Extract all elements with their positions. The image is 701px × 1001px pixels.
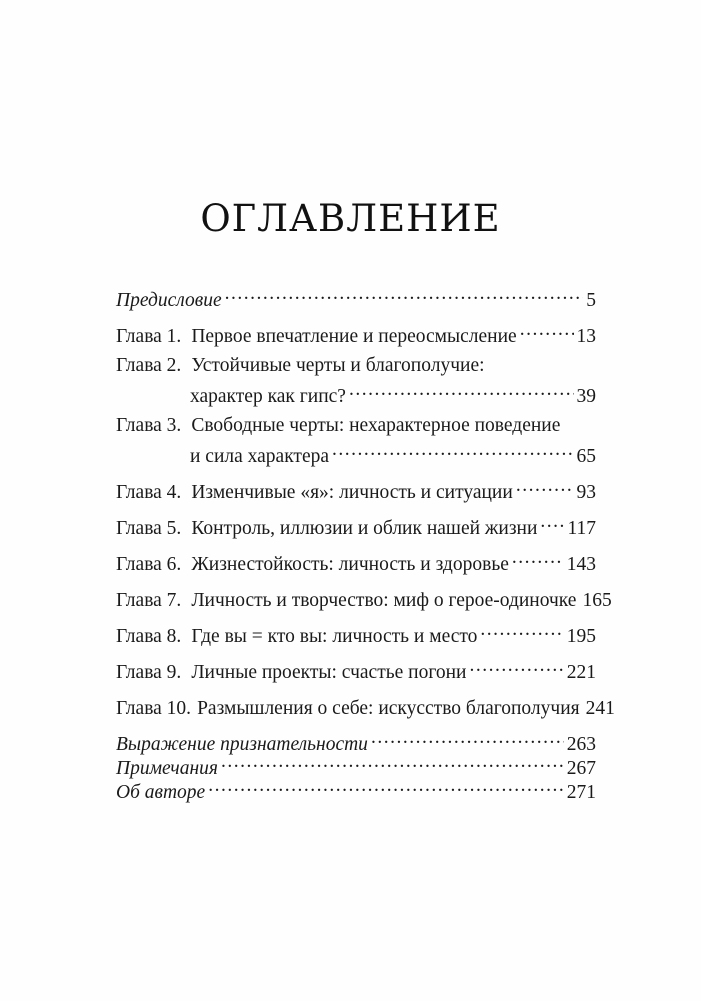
toc-entry-label: Предисловие bbox=[116, 290, 222, 311]
toc-page-number: 93 bbox=[576, 482, 596, 503]
chapter-number: Глава 3. bbox=[116, 415, 182, 436]
toc-entry-chapter-9[interactable] bbox=[116, 654, 596, 683]
toc-entry-chapter-4[interactable] bbox=[116, 474, 596, 503]
chapter-title-line-1: Свободные черты: нехарактерное поведение bbox=[191, 415, 561, 436]
chapter-number: Глава 2. bbox=[116, 355, 182, 376]
toc-entry-about-author[interactable] bbox=[116, 774, 596, 803]
chapter-number: Глава 10. bbox=[116, 698, 192, 719]
chapter-title: Размышления о себе: искусство благополучия bbox=[197, 698, 580, 719]
toc-page-number: 195 bbox=[566, 626, 596, 647]
toc-entry-preface[interactable] bbox=[116, 282, 596, 311]
dot-leader bbox=[225, 282, 584, 306]
page-title: ОГЛАВЛЕНИЕ bbox=[200, 196, 501, 240]
toc-page-number: 165 bbox=[582, 590, 612, 611]
chapter-title: Контроль, иллюзии и облик нашей жизни bbox=[191, 518, 538, 539]
toc-entry-chapter-5[interactable] bbox=[116, 510, 596, 539]
chapter-title: Личные проекты: счастье погони bbox=[191, 662, 467, 683]
toc-page-number: 13 bbox=[576, 326, 596, 347]
dot-leader bbox=[516, 474, 574, 498]
toc-page-number: 117 bbox=[567, 518, 596, 539]
dot-leader bbox=[520, 318, 574, 342]
table-of-contents bbox=[116, 282, 615, 803]
dot-leader bbox=[371, 726, 564, 750]
chapter-title: Изменчивые «я»: личность и ситуации bbox=[191, 482, 513, 503]
dot-leader bbox=[221, 750, 564, 774]
toc-entry-chapter-2[interactable] bbox=[116, 354, 596, 407]
chapter-number: Глава 4. bbox=[116, 482, 182, 503]
chapter-number: Глава 9. bbox=[116, 662, 182, 683]
dot-leader bbox=[540, 510, 564, 534]
dot-leader bbox=[512, 546, 564, 570]
toc-entry-chapter-3[interactable] bbox=[116, 414, 596, 467]
chapter-title: Первое впечатление и переосмысление bbox=[191, 326, 517, 347]
chapter-title-line-1: Устойчивые черты и благополучие: bbox=[191, 355, 485, 376]
toc-entry-label: Об авторе bbox=[116, 782, 206, 803]
toc-page-number: 5 bbox=[586, 290, 596, 311]
toc-entry-notes[interactable] bbox=[116, 750, 596, 779]
chapter-title-line-2: характер как гипс? bbox=[190, 386, 346, 407]
toc-entry-chapter-7[interactable] bbox=[116, 582, 612, 611]
chapter-number: Глава 8. bbox=[116, 626, 182, 647]
dot-leader bbox=[469, 654, 563, 678]
toc-page-number: 267 bbox=[566, 758, 596, 779]
chapter-title: Где вы = кто вы: личность и место bbox=[191, 626, 478, 647]
toc-entry-chapter-10[interactable] bbox=[116, 690, 615, 719]
toc-page-number: 221 bbox=[566, 662, 596, 683]
toc-page-number: 271 bbox=[566, 782, 596, 803]
toc-entry-chapter-8[interactable] bbox=[116, 618, 596, 647]
toc-page-number: 39 bbox=[576, 386, 596, 407]
dot-leader bbox=[208, 774, 564, 798]
toc-entry-label: Примечания bbox=[116, 758, 218, 779]
chapter-number: Глава 7. bbox=[116, 590, 182, 611]
toc-page-number: 263 bbox=[566, 734, 596, 755]
dot-leader bbox=[332, 438, 573, 462]
toc-page-number: 143 bbox=[566, 554, 596, 575]
toc-entry-chapter-1[interactable] bbox=[116, 318, 596, 347]
toc-entry-chapter-6[interactable] bbox=[116, 546, 596, 575]
dot-leader bbox=[480, 618, 563, 642]
chapter-title: Личность и творчество: миф о герое-одиночке bbox=[191, 590, 577, 611]
toc-page-number: 65 bbox=[576, 446, 596, 467]
chapter-number: Глава 1. bbox=[116, 326, 182, 347]
chapter-title: Жизнестойкость: личность и здоровье bbox=[191, 554, 509, 575]
dot-leader bbox=[349, 378, 574, 402]
chapter-number: Глава 5. bbox=[116, 518, 182, 539]
toc-page-number: 241 bbox=[585, 698, 615, 719]
toc-entry-label: Выражение признательности bbox=[116, 734, 368, 755]
toc-entry-acknowledgements[interactable] bbox=[116, 726, 596, 755]
chapter-number: Глава 6. bbox=[116, 554, 182, 575]
chapter-title-line-2: и сила характера bbox=[190, 446, 330, 467]
